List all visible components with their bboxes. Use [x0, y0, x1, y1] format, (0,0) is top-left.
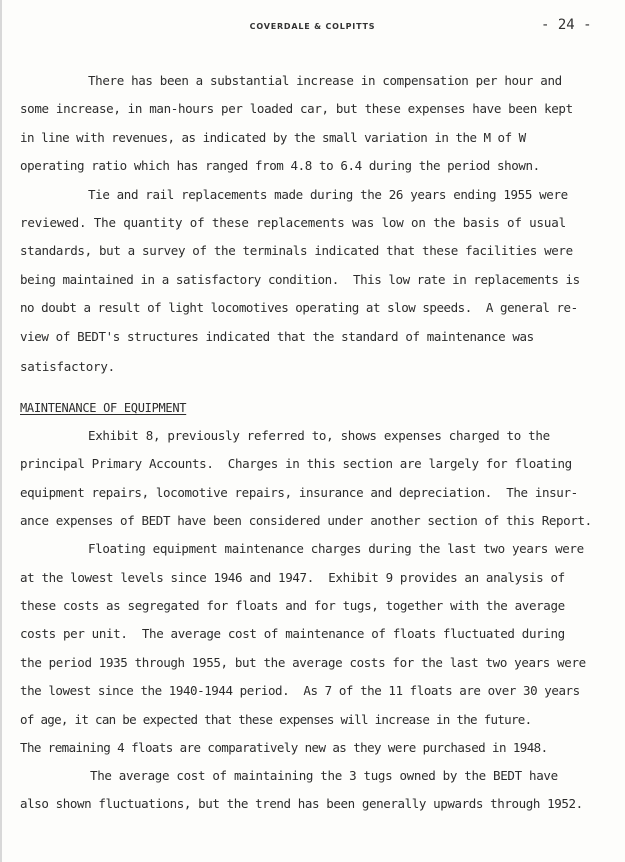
text-line: reviewed. The quantity of these replacements was low on the basis of usual [20, 215, 566, 230]
text-line: of age, it can be expected that these expenses will increase in the future. [20, 712, 532, 727]
page-number: - 24 - [541, 17, 592, 33]
firm-header: COVERDALE & COLPITTS [249, 22, 376, 31]
text-line: standards, but a survey of the terminals indicated that these facilities were [20, 243, 573, 258]
text-line: the lowest since the 1940-1944 period. As 7 of the 11 floats are over 30 years [20, 683, 580, 698]
text-line: the period 1935 through 1955, but the average costs for the last two years were [20, 655, 586, 670]
text-line: being maintained in a satisfactory condition. This low rate in replacements is [20, 272, 580, 287]
text-line: Tie and rail replacements made during the 26 years ending 1955 were [88, 187, 568, 202]
text-line: The remaining 4 floats are comparatively new as they were purchased in 1948. [20, 740, 548, 755]
text-line: costs per unit. The average cost of maintenance of floats fluctuated during [20, 626, 565, 641]
text-line: equipment repairs, locomotive repairs, insurance and depreciation. The insur- [20, 485, 578, 500]
text-line: ance expenses of BEDT have been considered under another section of this Report. [20, 513, 592, 528]
section-heading: MAINTENANCE OF EQUIPMENT [20, 401, 187, 415]
text-line: The average cost of maintaining the 3 tugs owned by the BEDT have [90, 768, 558, 783]
text-line: in line with revenues, as indicated by the small variation in the M of W [20, 130, 526, 145]
text-line: some increase, in man-hours per loaded car, but these expenses have been kept [20, 101, 573, 116]
text-line: also shown fluctuations, but the trend has been generally upwards through 1952. [20, 796, 583, 811]
page-edge-shadow [0, 0, 2, 862]
text-line: operating ratio which has ranged from 4.8 to 6.4 during the period shown. [20, 158, 540, 173]
text-line: principal Primary Accounts. Charges in this section are largely for floating [20, 456, 572, 471]
text-line: Exhibit 8, previously referred to, shows expenses charged to the [88, 428, 550, 443]
text-line: no doubt a result of light locomotives operating at slow speeds. A general re- [20, 300, 578, 315]
text-line: view of BEDT's structures indicated that the standard of maintenance was [20, 329, 534, 344]
text-line: at the lowest levels since 1946 and 1947. Exhibit 9 provides an analysis of [20, 570, 565, 585]
text-line: There has been a substantial increase in compensation per hour and [88, 73, 562, 88]
text-line: these costs as segregated for floats and for tugs, together with the average [20, 598, 565, 613]
text-line: Floating equipment maintenance charges during the last two years were [88, 541, 584, 556]
text-line: satisfactory. [20, 359, 115, 374]
